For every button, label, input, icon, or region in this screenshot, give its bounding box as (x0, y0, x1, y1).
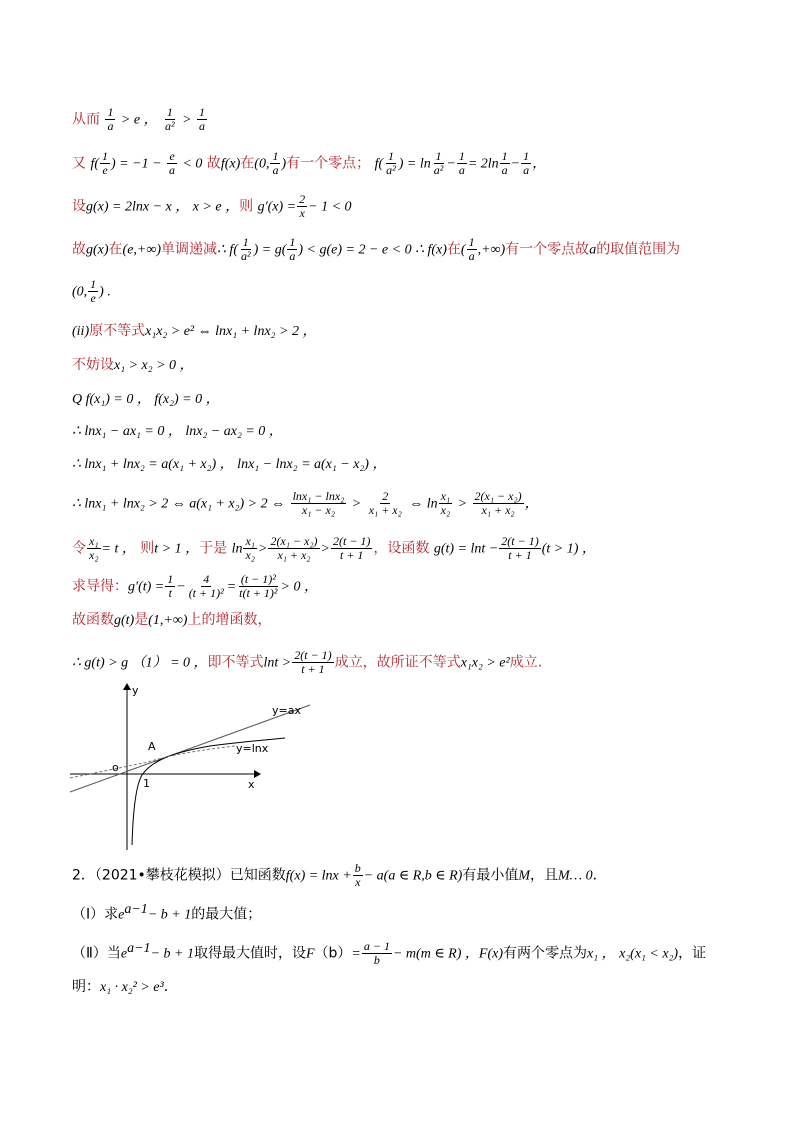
line-11: ∴ lnx₁ + lnx₂ > 2 ⇔ a(x₁ + x₂) > 2 ⇔ $\frac{\text{lnx₁ − lnx₂}}{\text{x₁ − x₂}}$ > $\frac{2}{\text{x₁ + x₂}}$ ⇔ ln $\frac{\text{x₁}}{\text{x₂}}$ > $\frac{\text{2(x₁ − x₂)}}{\text{x₁ + x₂}}$ ， (72, 489, 539, 517)
problem-2-line-2: （Ⅰ）求$e^{a-1}- b + 1$的最大值； (72, 902, 262, 923)
problem-2-line-3: （Ⅱ）当$e^{a-1}- b + 1$取得最大值时，设F（b）= $\frac{a - 1}{b}$ − m(m ∈ R) ，F(x)有两个零点为x₁ ， x₂(x₁ < x₂)，证 (72, 939, 707, 968)
line-8: Q f(x₁) = 0 ， f(x₂) = 0 ， (72, 392, 220, 407)
text: 从而 (72, 111, 100, 128)
line-4: 故g(x)在(e,+∞)单调递减∴ f( $\frac{1}{\text{a²}}$ ) = g( $\frac{1}{a}$ ) < g(e) = 2 − e < 0 ∴ f(x)在( $\frac{1}{a}$ ,+∞)有一个零点故a的取值范围为 (72, 235, 681, 263)
one-label: 1 (143, 777, 150, 790)
function-graph (60, 680, 350, 850)
line-y-ax (70, 705, 310, 792)
math: > (182, 112, 192, 128)
line-5: (0, $\frac{1}{e}$ ) . (72, 277, 111, 305)
fraction: $\frac{1}{a}$ (199, 105, 205, 133)
line-9: ∴ lnx₁ − ax₁ = 0 ， lnx₂ − ax₂ = 0 ， (72, 424, 283, 439)
problem-2-line-1: 2．（2021•攀枝花模拟）已知函数f(x) = lnx + $\frac{b}{x}$ − a(a ∈ R,b ∈ R)有最小值M，且M… 0． (72, 861, 607, 889)
fraction: $\frac{1}{\text{a²}}$ (165, 105, 175, 133)
problem-2-line-4: 明：x₁ · x₂² > e³． (72, 979, 178, 995)
line-12: 令 $\frac{\text{x₁}}{\text{x₂}}$ = t ， 则t > 1 ，于是 ln $\frac{\text{x₁}}{\text{x₂}}$ > $\frac{\text{2(x₁ − x₂)}}{\text{x₁ + x₂}}$ > $\frac{2(t - 1)}{t + 1}$ ，设函数 g(t) = lnt − $\frac{2(t - 1)}{t + 1}$ (t > 1) ， (72, 534, 596, 562)
y-label: y (132, 684, 139, 697)
line-13: 求导得：g′(t) = $\frac{1}{t}$ − $\frac{4}{\text{(t + 1)²}}$ = $\frac{\text{(t − 1)²}}{\text{t(t + 1)²}}$ > 0 ， (72, 572, 318, 600)
x-label: x (248, 778, 255, 791)
line-6: (ii)原不等式x₁x₂ > e² ⇔ lnx₁ + lnx₂ > 2 ， (72, 323, 317, 339)
line-label: y=ax (272, 704, 301, 717)
fraction: $\frac{1}{a}$ (107, 105, 114, 133)
math: > e ， (120, 112, 158, 128)
line-14: 故函数g(t)是(1,+∞)上的增函数， (72, 612, 272, 628)
line-15: ∴ g(t) > g （1） = 0 ，即不等式lnt > $\frac{2(t - 1)}{t + 1}$ 成立，故所证不等式x₁x₂ > e²成立. (72, 648, 543, 676)
line-10: ∴ lnx₁ + lnx₂ = a(x₁ + x₂) ， lnx₁ − lnx₂ = a(x₁ − x₂) ， (72, 457, 387, 472)
line-3: 设g(x) = 2lnx − x ， x > e ，则 g′(x) = $\frac{2}{x}$ − 1 < 0 (72, 192, 352, 220)
line-2: 又 f( $\frac{1}{e}$ ) = −1 − $\frac{e}{a}$ < 0 故f(x)在(0, $\frac{1}{a}$ )有一个零点； f( $\frac{1}{\text{a²}}$ ) = ln $\frac{1}{\text{a²}}$ − $\frac{1}{a}$ = 2ln $\frac{1}{a}$ − $\frac{1}{a}$ ， (72, 149, 547, 177)
line-1 (72, 106, 208, 133)
point-a-label: A (148, 740, 156, 753)
origin-label: o (112, 761, 119, 774)
curve-label: y=lnx (236, 742, 269, 755)
line-7: 不妨设x₁ > x₂ > 0 ， (72, 357, 194, 373)
